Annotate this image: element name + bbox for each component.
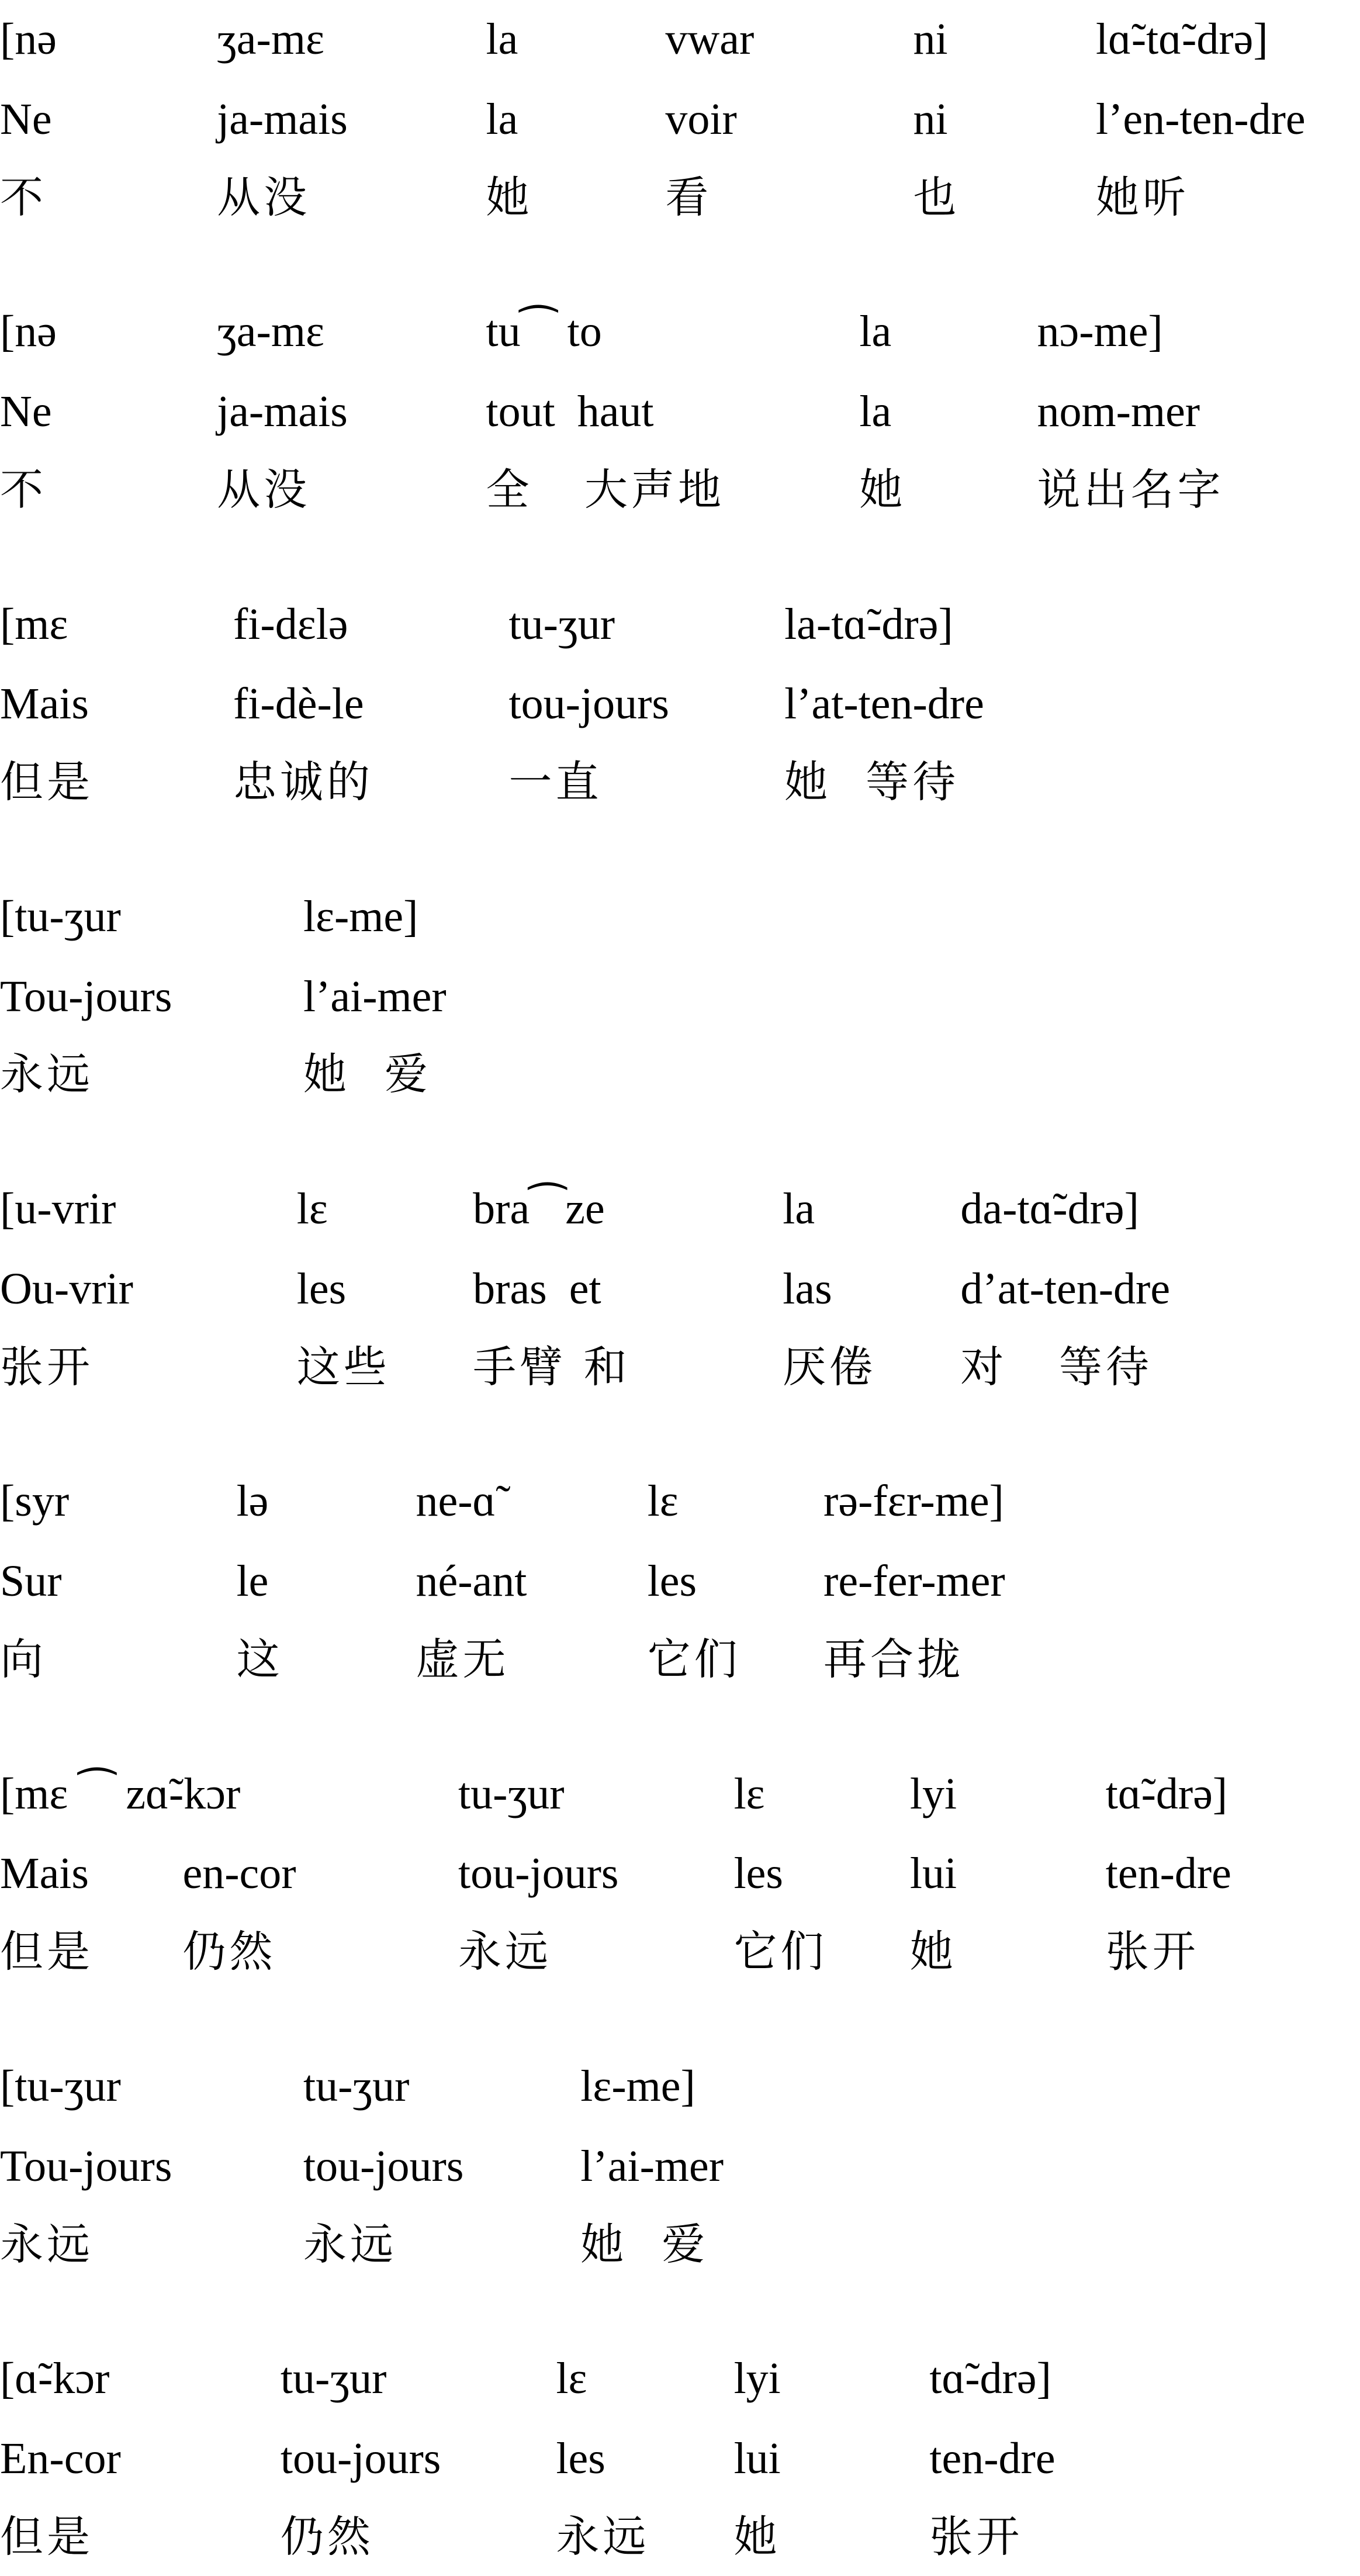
stanza	[0, 2339, 1360, 2573]
french-word: fi-dè-le	[233, 679, 364, 729]
ipa-syllables: lɛ-me]	[303, 891, 418, 941]
chinese-gloss: 她	[859, 464, 906, 515]
ipa-syllables: bra⁀ze	[473, 1184, 605, 1234]
french-word: tou-jours	[458, 1849, 619, 1899]
chinese-line	[0, 158, 1360, 237]
chinese-gloss: 张开	[929, 2511, 1023, 2562]
chinese-gloss: 张开	[0, 1341, 94, 1392]
chinese-gloss: 也	[913, 172, 960, 223]
french-word: las	[783, 1264, 832, 1313]
chinese-gloss: 她 爱	[580, 2219, 709, 2270]
french-word: Mais	[0, 679, 89, 729]
chinese-gloss: 永远	[0, 1049, 94, 1100]
chinese-gloss: 永远	[0, 2219, 94, 2270]
ipa-syllables: ʒa-mɛ	[217, 15, 324, 64]
french-word: l’at-ten-dre	[784, 679, 984, 729]
french-word: Ne	[0, 386, 52, 436]
ipa-line	[0, 2047, 1360, 2125]
french-word: ten-dre	[1105, 1849, 1231, 1899]
french-line	[0, 957, 1360, 1036]
ipa-syllables: vwar	[665, 15, 755, 64]
ipa-syllables: tu-ʒur	[280, 2354, 387, 2404]
stanza	[0, 1755, 1360, 1989]
french-word: tout haut	[486, 386, 654, 436]
stanza	[0, 0, 1360, 234]
ipa-syllables: lɛ	[296, 1184, 328, 1234]
chinese-gloss: 一直	[508, 757, 603, 808]
french-word: nom-mer	[1037, 386, 1200, 436]
french-line	[0, 665, 1360, 743]
stanza	[0, 877, 1360, 1111]
ipa-syllables: tu⁀ to	[486, 307, 602, 357]
ipa-syllables: [tu-ʒur	[0, 2061, 121, 2111]
chinese-gloss: 仍然	[280, 2511, 374, 2562]
french-line	[0, 372, 1360, 451]
chinese-gloss: 她 等待	[784, 757, 960, 808]
french-word: ja-mais	[217, 94, 348, 144]
ipa-line	[0, 877, 1360, 956]
french-word: les	[733, 1849, 783, 1899]
chinese-gloss: 从没	[217, 464, 311, 515]
french-word: ni	[913, 94, 948, 144]
stanza	[0, 1170, 1360, 1403]
ipa-line	[0, 1462, 1360, 1540]
ipa-line	[0, 1755, 1360, 1833]
ipa-syllables: rə-fɛr-me]	[823, 1477, 1004, 1526]
chinese-gloss: 说出名字	[1037, 464, 1224, 515]
chinese-line	[0, 1035, 1360, 1114]
french-word: bras et	[473, 1264, 601, 1313]
chinese-gloss: 虚无	[416, 1634, 510, 1685]
ipa-syllables: fi-dɛlə	[233, 599, 348, 649]
ipa-syllables: lɛ-me]	[580, 2061, 695, 2111]
ipa-syllables: lɛ	[556, 2354, 587, 2404]
ipa-syllables: lɑ̃-tɑ̃-drə]	[1095, 15, 1268, 64]
chinese-line	[0, 451, 1360, 529]
french-word: l’ai-mer	[580, 2141, 724, 2191]
french-word: d’at-ten-dre	[960, 1264, 1171, 1313]
french-word: tou-jours	[280, 2433, 441, 2483]
ipa-syllables: tu-ʒur	[303, 2061, 410, 2111]
chinese-line	[0, 2205, 1360, 2284]
chinese-line	[0, 743, 1360, 821]
ipa-syllables: tɑ̃-drə]	[1105, 1769, 1228, 1818]
chinese-gloss: 看	[665, 172, 712, 223]
chinese-line	[0, 1620, 1360, 1699]
stanza	[0, 1462, 1360, 1696]
chinese-gloss: 手臂 和	[473, 1341, 631, 1392]
french-word: le	[236, 1557, 269, 1606]
chinese-gloss: 她	[733, 2511, 781, 2562]
ipa-syllables: la	[486, 15, 518, 64]
chinese-gloss: 她	[909, 1927, 957, 1977]
french-word: En-cor	[0, 2433, 121, 2483]
french-word: Ne	[0, 94, 52, 144]
chinese-gloss: 从没	[217, 172, 311, 223]
french-word: ten-dre	[929, 2433, 1056, 2483]
french-word: Mais	[0, 1849, 89, 1899]
ipa-syllables: [mɛ ⁀ zɑ̃-kɔr	[0, 1769, 241, 1818]
french-word: les	[556, 2433, 605, 2483]
french-word: lui	[733, 2433, 781, 2483]
chinese-line	[0, 1913, 1360, 1991]
ipa-syllables: lə	[236, 1477, 269, 1526]
chinese-gloss: 它们	[733, 1927, 828, 1977]
ipa-syllables: da-tɑ̃-drə]	[960, 1184, 1139, 1234]
ipa-syllables: la-tɑ̃-drə]	[784, 599, 953, 649]
ipa-syllables: lyi	[733, 2354, 781, 2404]
ipa-syllables: lɛ	[733, 1769, 765, 1818]
ipa-line	[0, 1170, 1360, 1248]
chinese-gloss: 不	[0, 464, 47, 515]
chinese-gloss: 它们	[647, 1634, 741, 1685]
french-word: Tou-jours	[0, 971, 172, 1021]
french-word: Ou-vrir	[0, 1264, 133, 1313]
chinese-gloss: 她听	[1095, 172, 1189, 223]
ipa-syllables: [ɑ̃-kɔr	[0, 2354, 110, 2404]
ipa-syllables: [mɛ	[0, 599, 68, 649]
ipa-syllables: tɑ̃-drə]	[929, 2354, 1051, 2404]
french-word: les	[647, 1557, 697, 1606]
stanza	[0, 292, 1360, 526]
chinese-gloss: 这些	[296, 1341, 390, 1392]
french-word: tou-jours	[303, 2141, 464, 2191]
chinese-line	[0, 1328, 1360, 1406]
french-word: Sur	[0, 1557, 62, 1606]
french-line	[0, 1250, 1360, 1328]
ipa-syllables: tu-ʒur	[458, 1769, 565, 1818]
chinese-gloss: 仍然	[182, 1927, 276, 1977]
french-word: l’en-ten-dre	[1095, 94, 1306, 144]
chinese-gloss: 她 爱	[303, 1049, 432, 1100]
chinese-gloss: 她	[486, 172, 533, 223]
french-word: l’ai-mer	[303, 971, 447, 1021]
french-word: voir	[665, 94, 737, 144]
ipa-syllables: tu-ʒur	[508, 599, 615, 649]
chinese-gloss: 但是	[0, 757, 94, 808]
french-word: tou-jours	[508, 679, 669, 729]
chinese-gloss: 不	[0, 172, 47, 223]
chinese-gloss: 永远	[458, 1927, 552, 1977]
french-word: ja-mais	[217, 386, 348, 436]
chinese-gloss: 永远	[556, 2511, 650, 2562]
ipa-line	[0, 292, 1360, 371]
french-word: la	[486, 94, 518, 144]
french-word: la	[859, 386, 892, 436]
chinese-gloss: 向	[0, 1634, 47, 1685]
ipa-syllables: nɔ-me]	[1037, 307, 1163, 357]
stanza	[0, 2047, 1360, 2281]
ipa-syllables: lyi	[909, 1769, 957, 1818]
french-word: re-fer-mer	[823, 1557, 1005, 1606]
ipa-line	[0, 2339, 1360, 2418]
french-word: Tou-jours	[0, 2141, 172, 2191]
french-word: lui	[909, 1849, 957, 1899]
chinese-gloss: 但是	[0, 1927, 94, 1977]
chinese-gloss: 张开	[1105, 1927, 1199, 1977]
ipa-syllables: [tu-ʒur	[0, 891, 121, 941]
french-word: en-cor	[182, 1849, 296, 1899]
chinese-gloss: 忠诚的	[233, 757, 373, 808]
french-line	[0, 1542, 1360, 1620]
french-line	[0, 2127, 1360, 2205]
french-word: les	[296, 1264, 347, 1313]
chinese-gloss: 永远	[303, 2219, 397, 2270]
ipa-line	[0, 0, 1360, 78]
ipa-line	[0, 585, 1360, 663]
french-line	[0, 2419, 1360, 2498]
chinese-gloss: 但是	[0, 2511, 94, 2562]
ipa-syllables: [nə	[0, 307, 57, 357]
french-word: né-ant	[416, 1557, 527, 1606]
chinese-gloss: 对 等待	[960, 1341, 1153, 1392]
stanza	[0, 585, 1360, 819]
ipa-syllables: ni	[913, 15, 948, 64]
ipa-syllables: [syr	[0, 1477, 70, 1526]
chinese-gloss: 厌倦	[783, 1341, 877, 1392]
ipa-syllables: ʒa-mɛ	[217, 307, 324, 357]
chinese-gloss: 这	[236, 1634, 283, 1685]
ipa-syllables: la	[859, 307, 892, 357]
french-line	[0, 80, 1360, 158]
ipa-syllables: la	[783, 1184, 815, 1234]
ipa-syllables: [u-vrir	[0, 1184, 116, 1234]
chinese-gloss: 再合拢	[823, 1634, 964, 1685]
ipa-syllables: ne-ɑ̃	[416, 1477, 496, 1526]
french-line	[0, 1834, 1360, 1913]
ipa-syllables: [nə	[0, 15, 57, 64]
chinese-line	[0, 2498, 1360, 2576]
ipa-syllables: lɛ	[647, 1477, 679, 1526]
chinese-gloss: 全 大声地	[486, 464, 725, 515]
